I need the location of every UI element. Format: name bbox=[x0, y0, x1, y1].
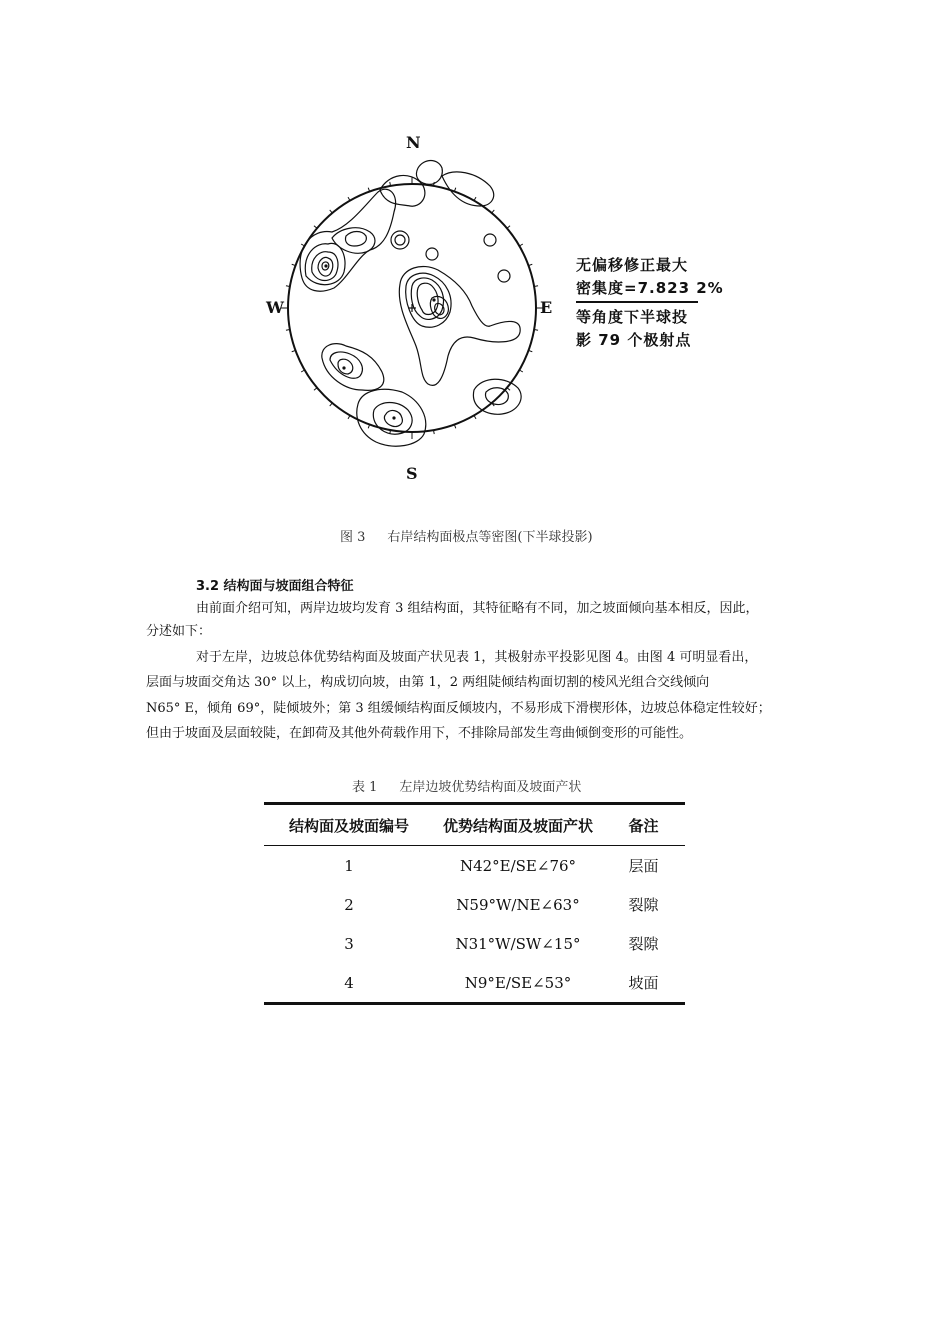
table-cell-id: 1 bbox=[344, 856, 354, 875]
paragraph-2-line-4: 但由于坡面及层面较陡，在卸荷及其他外荷载作用下，不排除局部发生弯曲倾倒变形的可能性。 bbox=[146, 726, 693, 741]
figure-caption-number: 图 3 bbox=[340, 530, 366, 545]
attitude-table bbox=[264, 802, 685, 1005]
paragraph-1-line-2: 分述如下： bbox=[146, 624, 212, 639]
table-row bbox=[264, 846, 685, 886]
table-caption bbox=[352, 776, 581, 795]
table-row bbox=[264, 963, 685, 1004]
legend-divider bbox=[576, 301, 698, 303]
section-heading: 3.2 结构面与坡面组合特征 bbox=[196, 579, 354, 594]
paragraph-2-line-3: N65° E，倾角 69°，陡倾坡外；第 3 组缓倾结构面反倾坡内，不易形成下滑楔形体，边坡总体稳定性较好； bbox=[146, 701, 771, 716]
table-cell-attitude: N9°E/SE∠53° bbox=[464, 973, 572, 992]
paragraph-1-line-1: 由前面介绍可知，两岸边坡均发育 3 组结构面，其特征略有不同，加之坡面倾向基本相反，因此， bbox=[196, 601, 759, 616]
stereonet-figure bbox=[262, 128, 562, 488]
table-cell-attitude: N59°W/NE∠63° bbox=[456, 895, 580, 914]
contour-points bbox=[324, 264, 435, 419]
figure-caption-text: 右岸结构面极点等密图(下半球投影) bbox=[387, 530, 593, 545]
header-structure-id: 结构面及坡面编号 bbox=[264, 804, 434, 846]
direction-north: N bbox=[406, 133, 421, 152]
table-cell-id: 3 bbox=[344, 934, 354, 953]
header-attitude: 优势结构面及坡面产状 bbox=[434, 804, 602, 846]
table-cell-remark: 裂隙 bbox=[628, 896, 659, 914]
direction-east: E bbox=[540, 298, 553, 317]
table-cell-remark: 坡面 bbox=[628, 974, 659, 992]
paragraph-2-line-2: 层面与坡面交角达 30° 以上，构成切向坡，由第 1，2 两组陡倾结构面切割的棱风光组合交线倾向 bbox=[146, 675, 710, 690]
table-cell-id: 4 bbox=[344, 973, 354, 992]
table-cell-id: 2 bbox=[344, 895, 354, 914]
table-caption-number: 表 1 bbox=[352, 780, 378, 795]
header-remark: 备注 bbox=[602, 804, 685, 846]
table-cell-remark: 裂隙 bbox=[628, 935, 659, 953]
figure-caption bbox=[340, 526, 593, 545]
paragraph-2-line-1: 对于左岸，边坡总体优势结构面及坡面产状见表 1，其极射赤平投影见图 4。由图 4 可明显看出， bbox=[196, 650, 758, 665]
table-row bbox=[264, 885, 685, 924]
legend-line-4: 影 79 个极射点 bbox=[576, 331, 692, 349]
table-caption-text: 左岸边坡优势结构面及坡面产状 bbox=[399, 780, 582, 795]
table-header-row bbox=[264, 804, 685, 846]
legend-line-1: 无偏移修正最大 bbox=[576, 256, 689, 274]
legend-line-3: 等角度下半球投 bbox=[576, 308, 689, 326]
direction-south: S bbox=[406, 464, 418, 483]
table-row bbox=[264, 924, 685, 963]
table-cell-attitude: N31°W/SW∠15° bbox=[455, 934, 581, 953]
legend-line-2: 密集度=7.823 2% bbox=[576, 279, 724, 297]
direction-west: W bbox=[266, 298, 284, 317]
table-cell-attitude: N42°E/SE∠76° bbox=[459, 856, 577, 875]
table-cell-remark: 层面 bbox=[628, 857, 659, 875]
